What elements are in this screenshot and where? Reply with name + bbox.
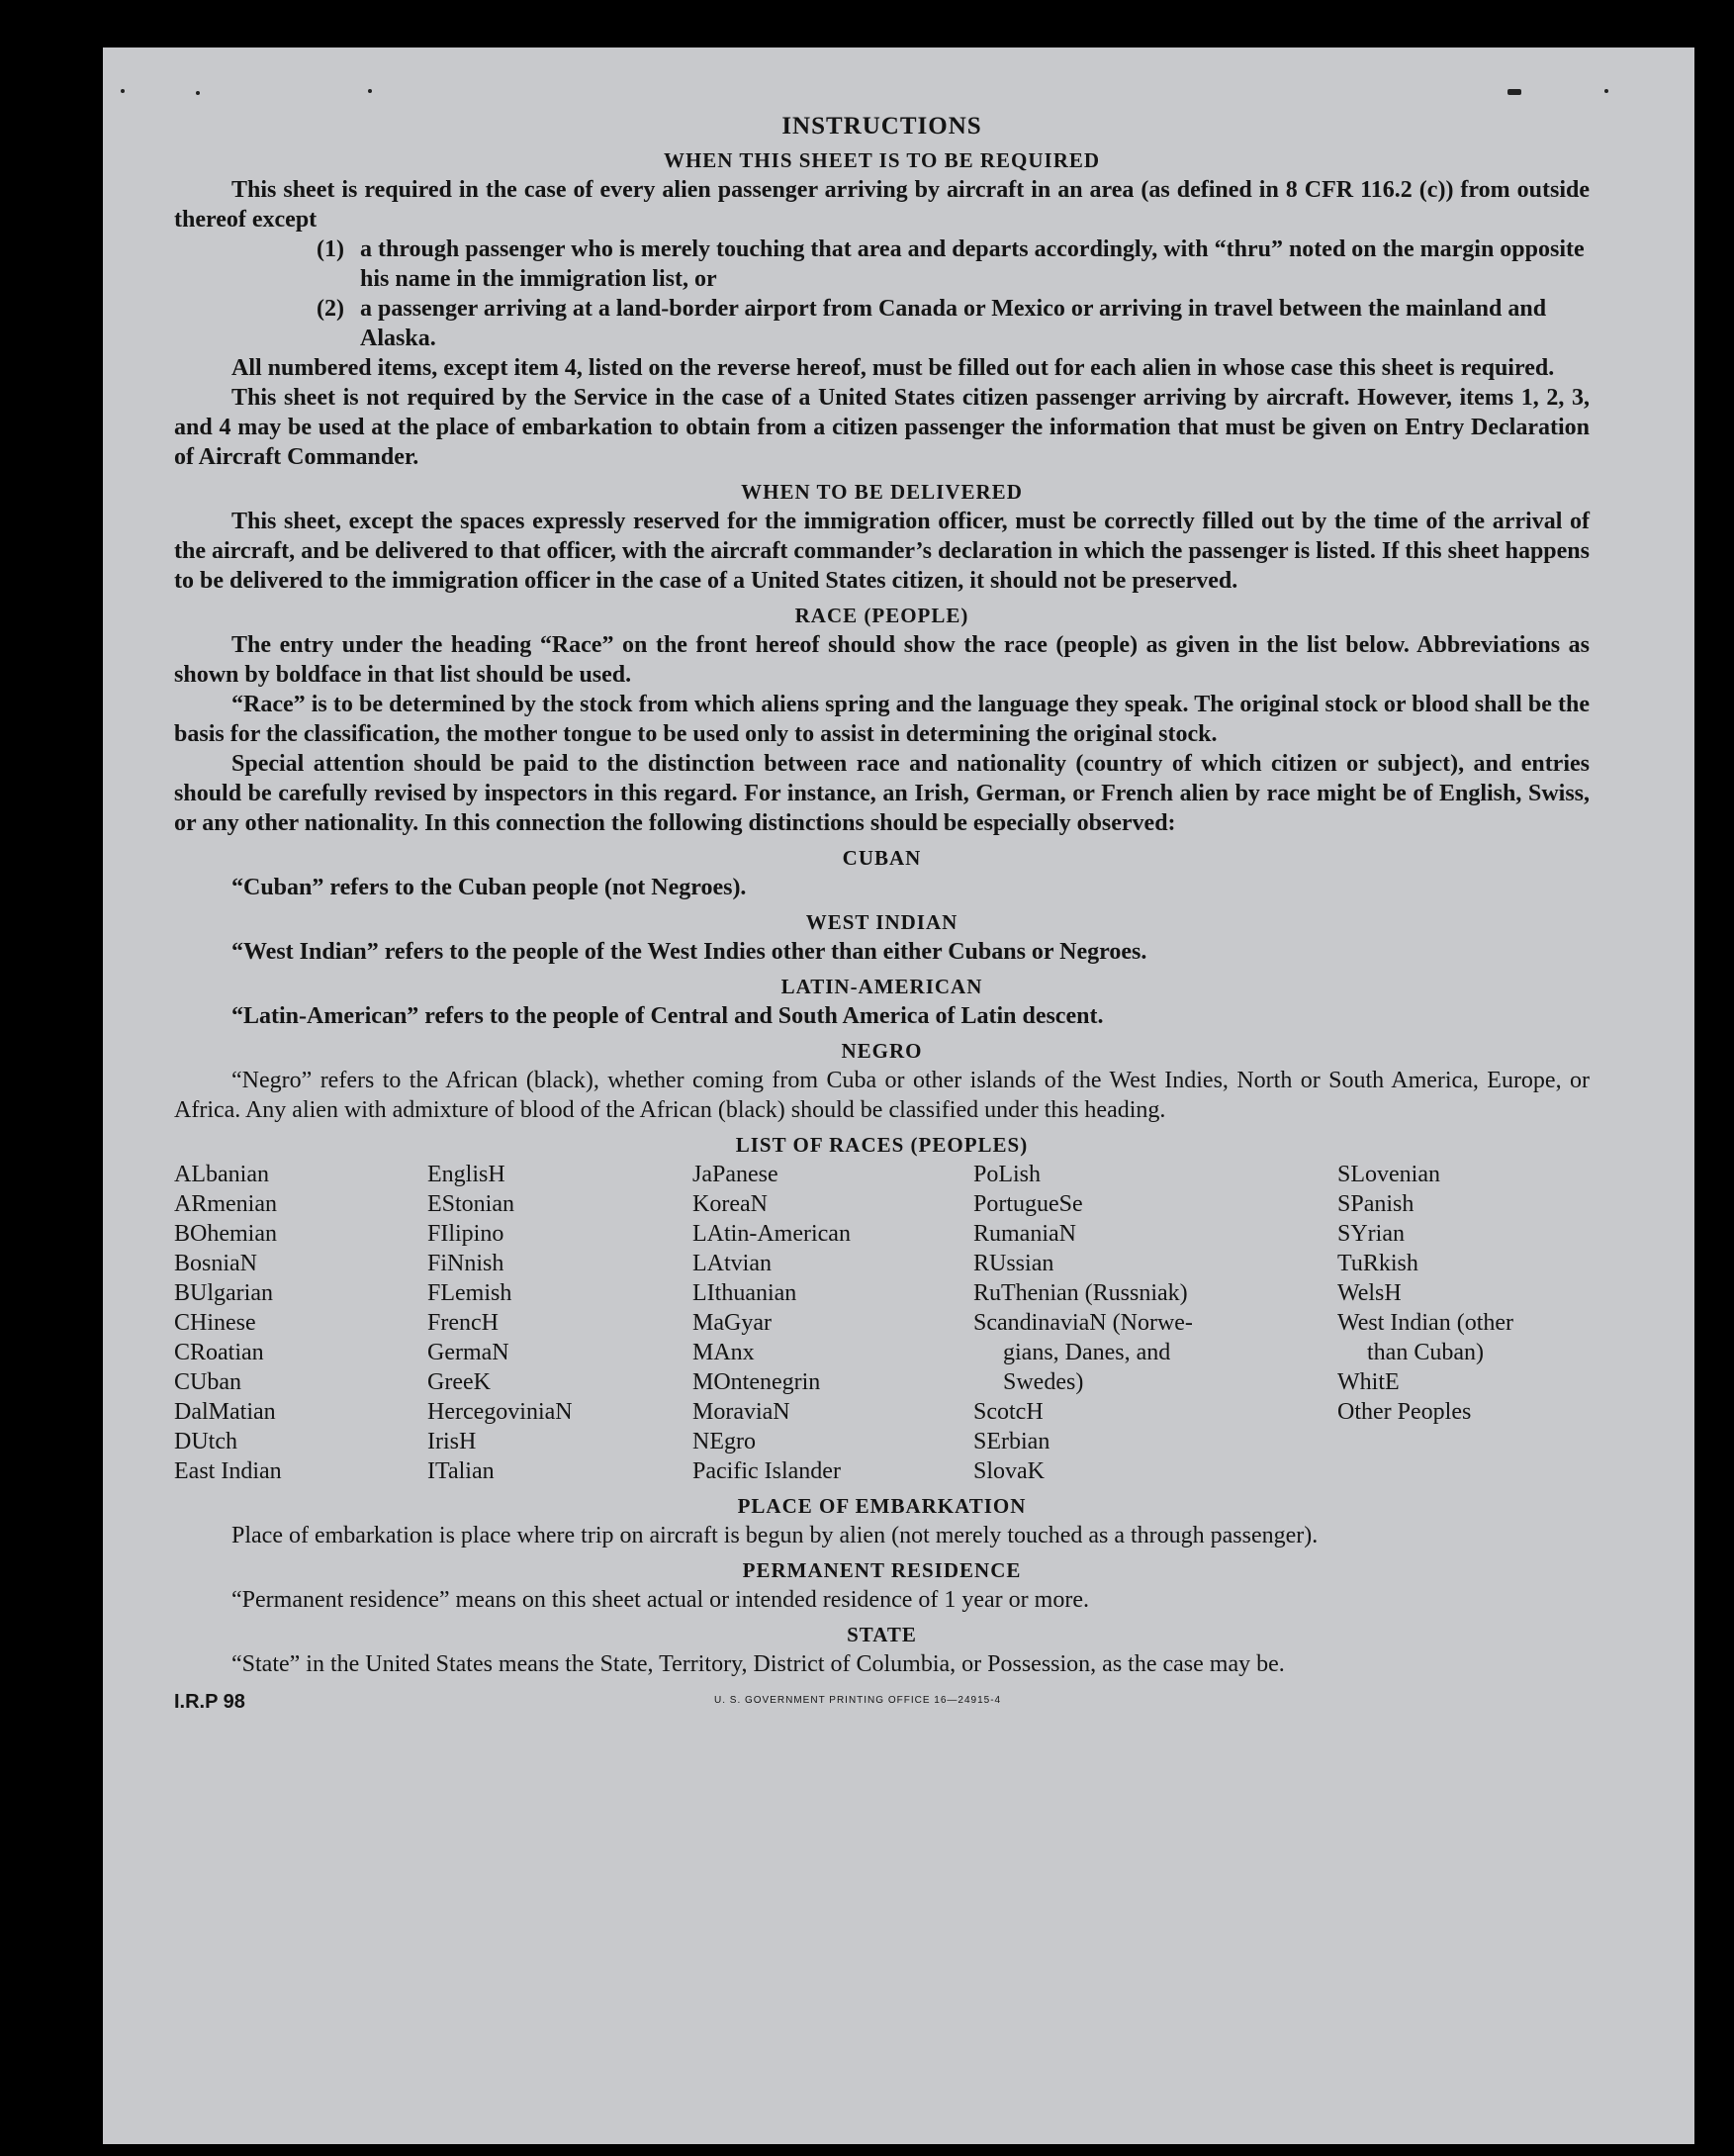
race-entry: EStonian [427,1191,514,1217]
race-entry: MOntenegrin [692,1369,821,1395]
race-entry: RumaniaN [973,1221,1076,1247]
race-entry: RuThenian (Russniak) [973,1280,1188,1306]
speck [196,91,200,95]
race-entry: FiNnish [427,1251,504,1276]
heading-latin-american: LATIN-AMERICAN [780,975,983,998]
race-entry: MAnx [692,1340,755,1365]
speck [368,89,372,93]
paragraph: “Race” is to be determined by the stock from which aliens spring and the language they speak. The original stock or blood shall be the basis for the classification, the mother tongue to be used only to assist in determining the original stock. [174,692,1590,747]
race-entry: WelsH [1337,1280,1402,1306]
race-entry: FLemish [427,1280,512,1306]
races-column-5 [1337,1160,1595,1486]
race-entry: SYrian [1337,1221,1405,1247]
heading-race: RACE (PEOPLE) [794,604,969,627]
race-entry: gians, Danes, and [1003,1340,1171,1365]
race-entry: EnglisH [427,1162,505,1187]
races-column-1 [174,1160,427,1486]
race-entry: CHinese [174,1310,256,1336]
paragraph: “Latin-American” refers to the people of Central and South America of Latin descent. [231,1003,1104,1029]
paragraph: “Negro” refers to the African (black), whether coming from Cuba or other islands of the West Indies, North or South America, Europe, or Africa. Any alien with admixture of blood of the African (black) should be classified under this heading. [174,1068,1590,1123]
heading-negro: NEGRO [841,1039,923,1063]
paragraph: This sheet, except the spaces expressly reserved for the immigration officer, must be correctly filled out by the time of the arrival of the aircraft, and be delivered to that officer, with the aircraft commander’s declaration in which the passenger is listed. If this sheet happens to be delivered to the immigration officer in the case of a United States citizen, it should not be preserved. [174,509,1590,594]
race-entry: GermaN [427,1340,509,1365]
race-entry: CRoatian [174,1340,264,1365]
item-number: (2) [317,296,344,322]
race-entry: ScotcH [973,1399,1044,1425]
paragraph: Special attention should be paid to the distinction between race and nationality (country of which citizen or subject), and entries should be carefully revised by inspectors in this regard. For instance, an Irish, German, or French alien by race might be of English, Swiss, or any other nationality. In this connection the following distinctions should be especially observed: [174,751,1590,836]
paragraph: Place of embarkation is place where trip on aircraft is begun by alien (not merely touched as a through passenger). [231,1523,1319,1548]
list-item [174,294,1590,353]
race-entry: PoLish [973,1162,1042,1187]
heading-when-required: WHEN THIS SHEET IS TO BE REQUIRED [663,148,1101,172]
race-entry: GreeK [427,1369,491,1395]
footer [174,1691,1590,1731]
speck [121,89,125,93]
race-entry: SlovaK [973,1458,1045,1484]
paragraph: “Cuban” refers to the Cuban people (not Negroes). [231,875,747,900]
race-entry: PortugueSe [973,1191,1083,1217]
speck [1604,89,1608,93]
race-entry: SPanish [1337,1191,1415,1217]
race-entry: ARmenian [174,1191,277,1217]
race-entry: ALbanian [174,1162,269,1187]
paragraph: “West Indian” refers to the people of the West Indies other than either Cubans or Negroes. [231,939,1147,965]
heading-state: STATE [847,1623,917,1646]
heading-embarkation: PLACE OF EMBARKATION [737,1494,1027,1518]
race-entry: ScandinaviaN (Norwe- [973,1310,1193,1336]
race-entry: than Cuban) [1367,1340,1484,1365]
paragraph: “State” in the United States means the State, Territory, District of Columbia, or Possession, as the case may be. [231,1651,1285,1677]
races-column-3 [692,1160,973,1486]
race-entry: JaPanese [692,1162,778,1187]
printer-imprint: U. S. GOVERNMENT PRINTING OFFICE 16—24915-4 [714,1695,1002,1706]
race-entry: Pacific Islander [692,1458,841,1484]
race-entry: NEgro [692,1429,756,1454]
race-entry: IrisH [427,1429,477,1454]
race-entry: SErbian [973,1429,1050,1454]
race-entry: East Indian [174,1458,282,1484]
race-entry: SLovenian [1337,1162,1440,1187]
race-entry: West Indian (other [1337,1310,1514,1336]
heading-west-indian: WEST INDIAN [805,910,958,934]
race-entry: LIthuanian [692,1280,797,1306]
paragraph: This sheet is required in the case of every alien passenger arriving by aircraft in an area (as defined in 8 CFR 116.2 (c)) from outside thereof except [174,177,1590,233]
race-entry: LAtin-American [692,1221,851,1247]
paragraph: This sheet is not required by the Service in the case of a United States citizen passenger arriving by aircraft. However, items 1, 2, 3, and 4 may be used at the place of embarkation to obtain from a citizen passenger the information that must be given on Entry Declaration of Aircraft Commander. [174,385,1590,470]
heading-permanent-residence: PERMANENT RESIDENCE [742,1558,1022,1582]
race-entry: TuRkish [1337,1251,1418,1276]
race-entry: MaGyar [692,1310,772,1336]
race-entry: FrencH [427,1310,499,1336]
races-column-2 [427,1160,692,1486]
race-entry: BUlgarian [174,1280,273,1306]
item-text: a through passenger who is merely touching that area and departs accordingly, with “thru” noted on the margin opposite his name in the immigration list, or [360,236,1585,292]
race-entry: Swedes) [1003,1369,1084,1395]
paragraph: The entry under the heading “Race” on the front hereof should show the race (people) as given in the list below. Abbreviations as shown by boldface in that list should be used. [174,632,1590,688]
form-number: I.R.P 98 [174,1691,245,1713]
race-entry: DUtch [174,1429,237,1454]
race-entry: ITalian [427,1458,495,1484]
race-entry: WhitE [1337,1369,1400,1395]
race-entry: RUssian [973,1251,1054,1276]
race-entry: LAtvian [692,1251,772,1276]
race-entry: HercegoviniaN [427,1399,573,1425]
race-entry: KoreaN [692,1191,768,1217]
heading-cuban: CUBAN [842,846,922,870]
paragraph: All numbered items, except item 4, listed on the reverse hereof, must be filled out for each alien in whose case this sheet is required. [231,355,1555,381]
race-entry: MoraviaN [692,1399,790,1425]
heading-list-of-races: LIST OF RACES (PEOPLES) [735,1133,1029,1157]
race-entry: FIlipino [427,1221,504,1247]
race-entry: BOhemian [174,1221,277,1247]
document-page [103,47,1694,2144]
races-list [174,1160,1590,1486]
paragraph: “Permanent residence” means on this sheet actual or intended residence of 1 year or more. [231,1587,1089,1613]
item-number: (1) [317,236,344,262]
race-entry: CUban [174,1369,241,1395]
item-text: a passenger arriving at a land-border airport from Canada or Mexico or arriving in travel between the mainland and Alaska. [360,296,1547,351]
heading-when-delivered: WHEN TO BE DELIVERED [741,480,1023,504]
race-entry: BosniaN [174,1251,257,1276]
speck [1507,89,1521,95]
race-entry: Other Peoples [1337,1399,1472,1425]
race-entry: DalMatian [174,1399,276,1425]
races-column-4 [973,1160,1337,1486]
page-title: INSTRUCTIONS [781,113,982,140]
list-item [174,234,1590,294]
